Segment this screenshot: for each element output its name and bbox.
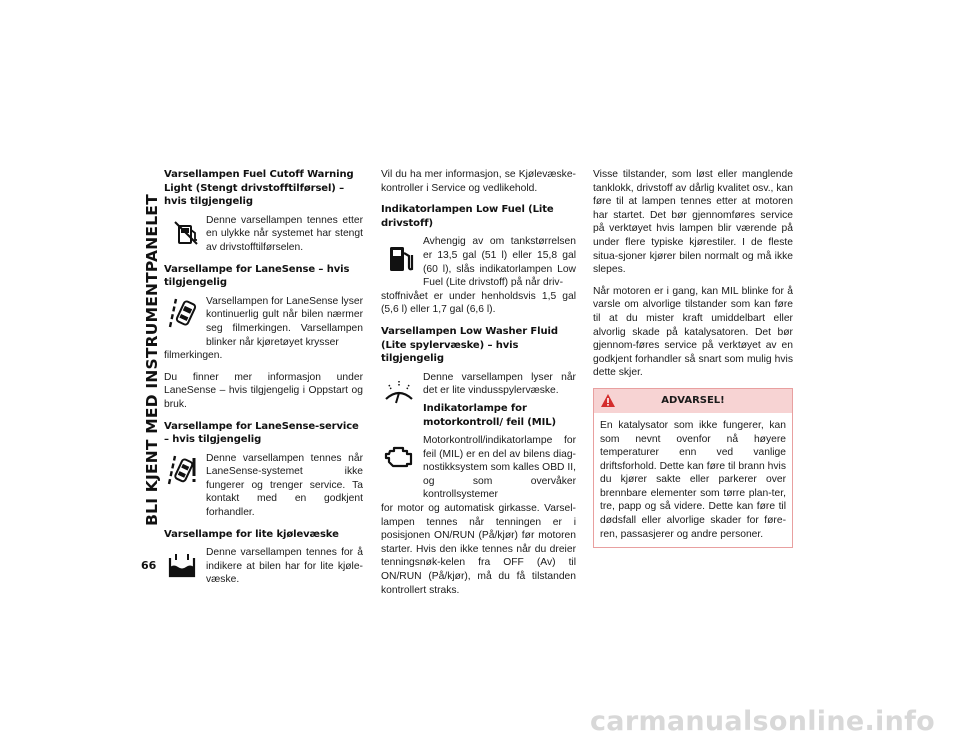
- side-chapter-title: [139, 180, 165, 540]
- watermark: carmanualsonline.info: [590, 706, 936, 737]
- mil-blink-text: Når motoren er i gang, kan MIL blinke for å varsle om alvorlige tilstander som kan føre til at du mister kraft umiddelbart eller alvorlig skade på katalysatoren. Det bør gjennom-føres service på verktøyet av en godkjent forhandler så snart som mulig hvis dette skjer.: [593, 285, 793, 379]
- low-fuel-block: [381, 235, 576, 317]
- coolant-info: Vil du ha mer informasjon, se Kjølevæske-kontroller i Service og vedlikehold.: [381, 169, 576, 194]
- page-number: 66: [141, 559, 157, 572]
- lanesense-service-text: Denne varsellampen tennes når LaneSense-systemet ikke fungerer og trenger service. Ta kontakt med en godkjent forhandler.: [206, 452, 363, 519]
- lanesense-service-block: [164, 452, 363, 520]
- column-2: [381, 168, 576, 605]
- warning-body: [594, 413, 792, 547]
- warning-text: En katalysator som ikke fungerer, kan som nevnt ovenfor nå høyere temperaturer enn ved vanlige driftsforhold. Dette kan føre til brann hvis du kjører sakte eller parkerer over brennbare elementer som tørre plan-ter, tre, papp og så videre. Dette kan føre til dødsfall eller alvorlige skader for føre-ren, passasjerer og andre personer.: [600, 419, 786, 540]
- warning-triangle-icon: [600, 393, 616, 408]
- engine-check-icon: [383, 440, 415, 472]
- heading-lanesense-service: Varsellampe for LaneSense-service – hvis tilgjengelig: [164, 420, 359, 446]
- heading-washer-fluid: Varsellampen Low Washer Fluid (Lite spylervæske) – hvis tilgjengelig: [381, 325, 558, 365]
- lanesense-text-rest: filmerkingen.: [164, 350, 223, 362]
- coolant-icon: [166, 550, 198, 582]
- fuel-pump-icon: [385, 243, 417, 275]
- coolant-block: [164, 546, 363, 587]
- lanesense-service-icon: [166, 454, 198, 486]
- heading-fuel-cutoff: Varsellampen Fuel Cutoff Warning Light (Stengt drivstofftilførsel) – hvis tilgjengelig: [164, 169, 354, 208]
- column-1: [164, 168, 363, 595]
- washer-fluid-block: [381, 371, 576, 429]
- lanesense-icon: [166, 297, 198, 329]
- washer-fluid-icon: [383, 375, 415, 407]
- heading-mil-part: [423, 402, 576, 429]
- fuel-cutoff-icon: [170, 216, 202, 248]
- low-fuel-text-rest: stoffnivået er under henholdsvis 1,5 gal (5,6 l) eller 1,7 gal (6,6 l).: [381, 290, 576, 316]
- coolant-text: Denne varsellampen tennes for å indikere at bilen har for lite kjøle-væske.: [206, 547, 363, 586]
- lanesense-info: Du finner mer informasjon under LaneSense – hvis tilgjengelig i Oppstart og bruk.: [164, 371, 363, 410]
- warning-header: [594, 389, 792, 413]
- fuel-cutoff-block: [164, 214, 363, 255]
- warning-title: ADVARSEL!: [661, 395, 725, 407]
- warning-box: [593, 388, 793, 548]
- low-fuel-text: Avhengig av om tankstørrelsen er 13,5 gal (51 l) eller 15,8 gal (60 l), slås indikatorlampen Low Fuel (Lite drivstoff) på når driv-: [423, 236, 576, 289]
- mil-text: Motorkontroll/indikatorlampe for feil (MIL) er en del av bilens diag-nostikksystem som kalles OBD II, og som overvåker kontrollsystemer: [423, 435, 576, 501]
- mil-block: [381, 434, 576, 597]
- heading-lanesense: Varsellampe for LaneSense – hvis tilgjengelig: [164, 263, 350, 289]
- mil-text-rest: for motor og automatisk girkasse. Varsel-lampen tennes når tenningen er i posisjonen ON/RUN (På/kjør) før motoren starter. Hvis den ikke tennes når du dreier tenningsnøk-kelen fra OFF (Av) til ON/RUN (På/kjør), må du få tilstanden kontrollert straks.: [381, 503, 576, 596]
- heading-low-fuel: Indikatorlampen Low Fuel (Lite drivstoff): [381, 204, 554, 229]
- mil-conditions-text: Visse tilstander, som løst eller manglende tanklokk, drivstoff av dårlig kvalitet osv., kan føre til at lampen tennes etter at motoren har startet. Det bør gjennomføres service på verktøyet hvis lampen blir værende på under flere typiske kjørestiler. I de fleste situa-sjoner kjører bilen normalt og må ikke slepes.: [593, 169, 793, 276]
- column-3: [593, 168, 793, 548]
- fuel-cutoff-text: Denne varsellampen tennes etter en ulykke når systemet har stengt av drivstofftilførselen.: [206, 214, 363, 253]
- heading-coolant: Varsellampe for lite kjølevæske: [164, 528, 339, 540]
- lanesense-text: Varsellampen for LaneSense lyser kontinuerlig gult når bilen nærmer seg filmerkingen. Varsellampen blinker når kjøretøyet krysser: [206, 295, 363, 348]
- heading-mil: Indikatorlampe for motorkontroll/ feil (MIL): [423, 402, 556, 428]
- washer-fluid-text: Denne varsellampen lyser når det er lite vindusspylervæske.: [423, 371, 576, 397]
- lanesense-block: [164, 295, 363, 363]
- side-chapter-title-text: BLI KJENT MED INSTRUMENTPANELET: [143, 194, 162, 526]
